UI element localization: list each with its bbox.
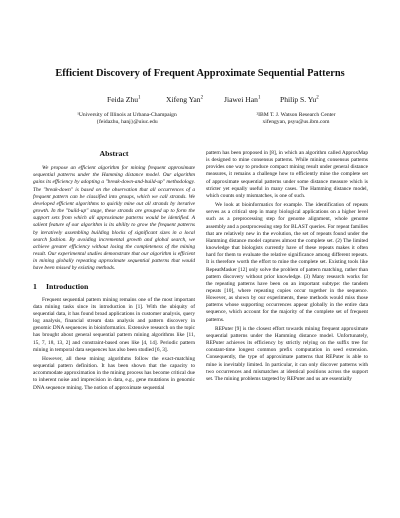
section-number: 1: [33, 281, 37, 291]
right-paragraph-2: We look at bioinformatics for example. The identification of repeats serves as a critical step in many biological applications on a higher level such as a preprocessing step for genome alignment, whole genome assembly and a postprocessing step for BLAST queries. For repeat families that are relatively new in the evolution, the set of repeats found under the Hamming distance model captures almost the complete set. (2) The limited knowledge that biologists currently have of these repeats makes it often hard for them to evaluate the relative significance among different repeats. It is therefore worth the effort to mine the complete set. Existing tools like RepeatMasker [12] only solve the problem of pattern matching, rather than pattern discovery without prior knowledge. (3) Many research works for the repeating patterns have been on an important subtype: the tandem repeats [10], where repeating copies occur together in the sequence. However, as shown by our experiments, these methods would miss those patterns whose supporting occurrences appear globally in the entire data sequence, which account for the majority of the complete set of frequent patterns.: [206, 202, 368, 323]
introduction-body: [33, 297, 195, 392]
author-1: Feida Zhu$^1$: [107, 95, 141, 104]
intro-paragraph-1: Frequent sequential pattern mining remains one of the most important data mining tasks since its introduction in [1]. With the ubiquity of sequential data, it has found broad applications in customer analysis, query log analysis, financial stream data analysis and pattern discovery in genomic DNA sequences in bioinformatics. Extensive research on the topic has brought about general sequential pattern mining algorithms like [11, 15, 7, 18, 13, 2] and constraint-based ones like [4, 14]. Periodic pattern mining in temporal data sequences has also been studied [6, 3].: [33, 296, 195, 353]
affiliation-ibm-email: xifengyan, psyu@us.ibm.com: [262, 119, 330, 126]
abstract-text: We propose an efficient algorithm for mining frequent approximate sequential patterns under the Hamming distance model. Our algorithm gains its efficiency by adopting a "break-down-and-build-up" methodology. The "break-down" is based on the observation that all occurrences of a frequent pattern can be classified into groups, which we call strands. We developed efficient algorithms to quickly mine out all strands by iterative growth. In the "build-up" stage, these strands are grouped up to form the support sets from which all approximate patterns would be identified. A salient feature of our algorithm is its ability to grow the frequent patterns by iteratively assembling building blocks of significant sizes in a local search fashion. By avoiding incremental growth and global search, we achieve greater efficiency without losing the completeness of the mining result. Our experimental studies demonstrate that our algorithm is efficient in mining globally repeating approximate sequential patterns that would have been missed by existing methods.: [33, 165, 195, 272]
affiliation-uiuc: [62, 112, 192, 127]
author-3: Jiawei Han$^1$: [224, 95, 261, 104]
author-4: Philip S. Yu$^2$: [280, 95, 319, 104]
affiliation-uiuc-email: {feidazhu, hanj}@uiuc.edu: [96, 119, 158, 126]
right-paragraph-1: pattern has been proposed in [8], in which an algorithm called ApproxMap is designed to mine consensus patterns. While mining consensus patterns provides one way to produce compact mining result under general distance measures, it remains a challenge how to efficiently mine the complete set of approximate sequential patterns under some distance measure which is stricter yet equally useful in many cases. The Hamming distance model, which counts only mismatches, is one of such.: [206, 150, 368, 199]
right-paragraph-3: REPuter [9] is the closest effort towards mining frequent approximate sequential patterns under the Hamming distance model. Unfortunately, REPuter achieves its efficiency by strictly relying on the suffix tree for constant-time longest common prefix computation in seed extension. Consequently, the type of approximate patterns that REPuter is able to mine is inevitably limited. In particular, it can only discover patterns with two occurrences and mismatches at identical positions across the support set. The mining problems targeted by REPuter and us are essentially: [206, 325, 368, 382]
affiliation-uiuc-name: ¹University of Illinois at Urbana-Champaign: [77, 112, 177, 118]
section-title: Introduction: [46, 281, 89, 291]
intro-paragraph-2: However, all these mining algorithms follow the exact-matching sequential pattern definition. It has been shown that the capacity to accommodate approximation in the mining process has become critical due to inherent noise and imprecision in data, e.g., gene mutations in genomic DNA sequence mining. The notion of approximate sequential: [33, 355, 195, 391]
left-column: [33, 150, 195, 392]
section-heading-introduction: [33, 283, 195, 290]
right-column: [206, 150, 368, 383]
affiliation-ibm-name: ²IBM T. J. Watson Research Center: [256, 112, 336, 118]
author-2: Xifeng Yan$^2$: [166, 95, 204, 104]
paper-title: Efficient Discovery of Frequent Approximate Sequential Patterns: [55, 68, 345, 79]
abstract-heading: Abstract: [99, 149, 129, 158]
affiliation-ibm: [236, 112, 356, 127]
